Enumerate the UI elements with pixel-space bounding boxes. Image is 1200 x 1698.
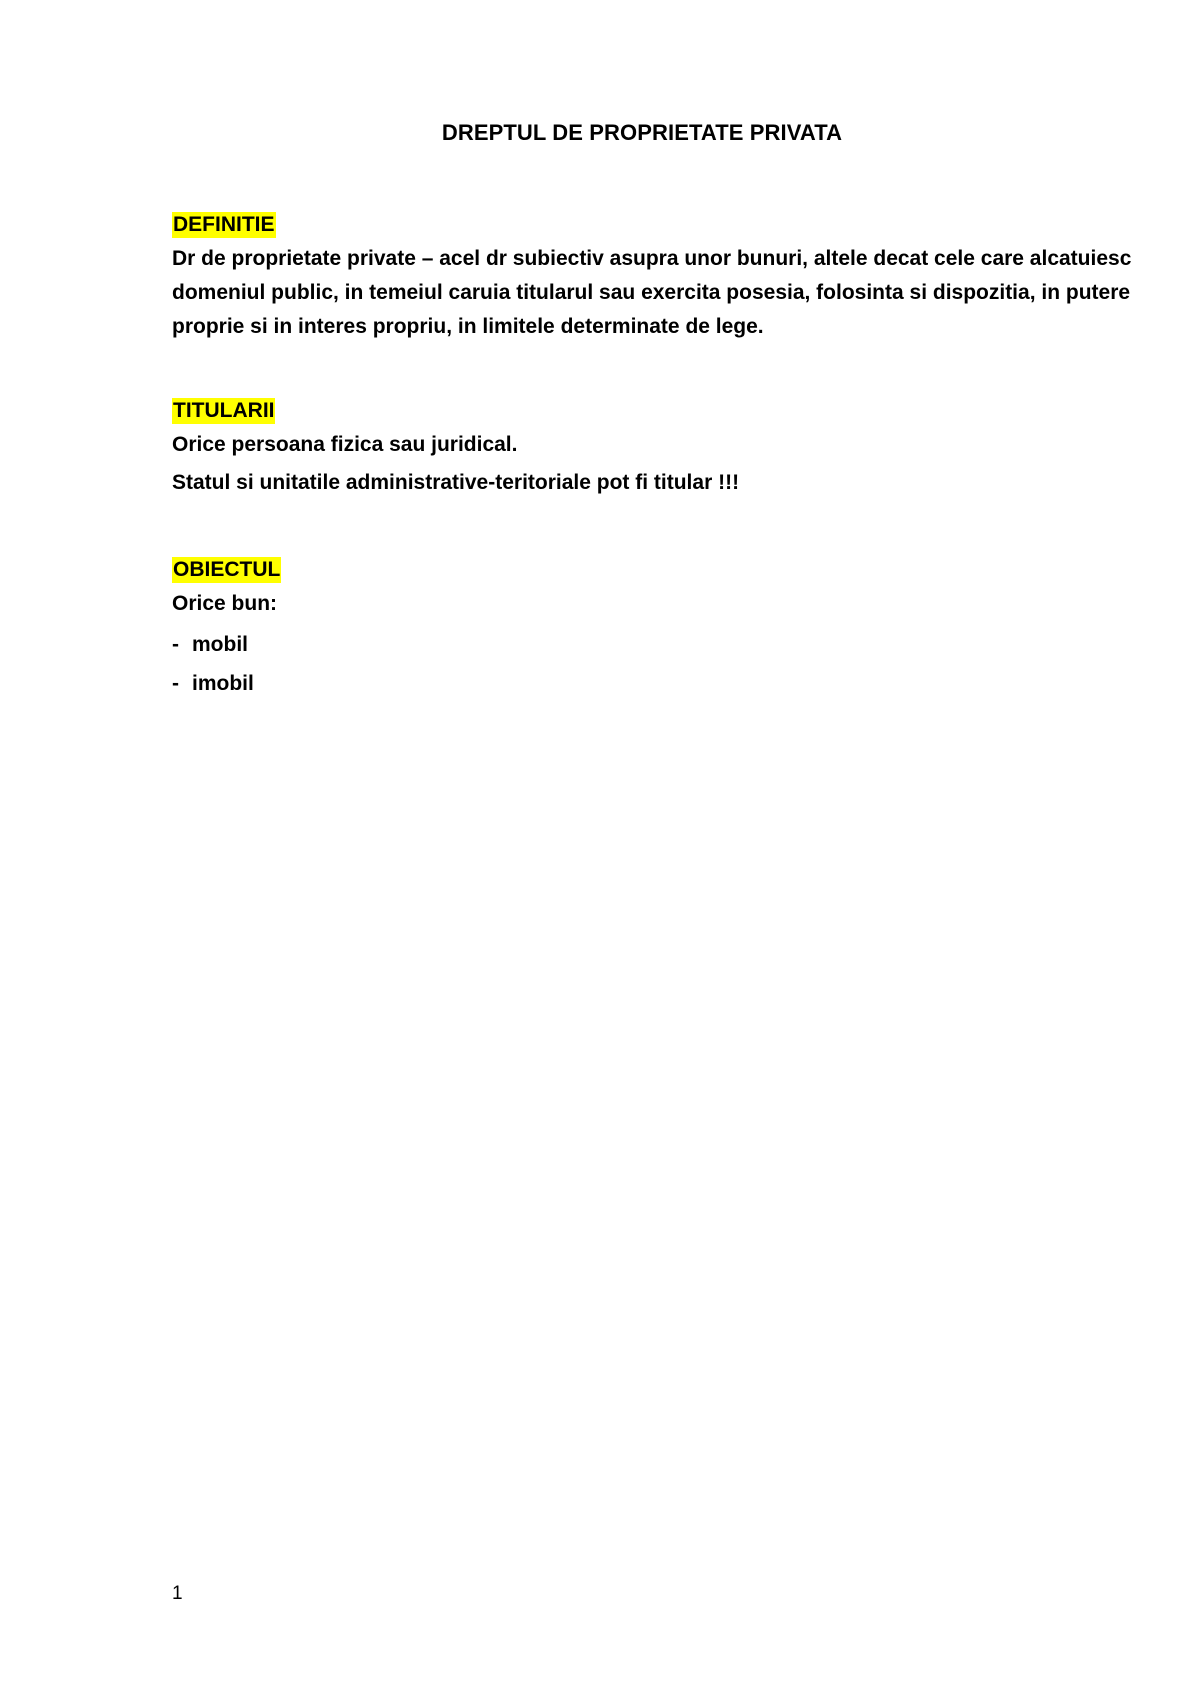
- section-heading-definitie: DEFINITIE: [173, 213, 275, 236]
- obiectul-list: [172, 625, 1132, 703]
- titularii-paragraph-2: Statul si unitatile administrative-teritoriale pot fi titular !!!: [172, 471, 740, 494]
- obiectul-paragraph: Orice bun:: [172, 592, 278, 615]
- document-title: DREPTUL DE PROPRIETATE PRIVATA: [441, 120, 843, 145]
- section-heading-titularii: TITULARII: [173, 399, 275, 422]
- list-item: [172, 664, 1132, 703]
- list-bullet: -: [172, 672, 179, 695]
- section-heading-obiectul: OBIECTUL: [173, 558, 281, 581]
- page-number: 1: [172, 1583, 183, 1604]
- list-item-text: imobil: [192, 672, 254, 695]
- section-titularii: [172, 394, 1132, 500]
- list-item: [172, 625, 1132, 664]
- section-definitie: [172, 208, 1132, 344]
- definition-paragraph: Dr de proprietate private – acel dr subiectiv asupra unor bunuri, altele decat cele care alcatuiesc domeniul public, in temeiul caruia titularul sau exercita posesia, folosinta si dispozitia, in putere proprie si in interes propriu, in limitele determinate de lege.: [172, 247, 1132, 338]
- section-obiectul: [172, 553, 1132, 703]
- list-item-text: mobil: [192, 633, 248, 656]
- list-bullet: -: [172, 633, 179, 656]
- titularii-paragraph-1: Orice persoana fizica sau juridical.: [172, 433, 518, 456]
